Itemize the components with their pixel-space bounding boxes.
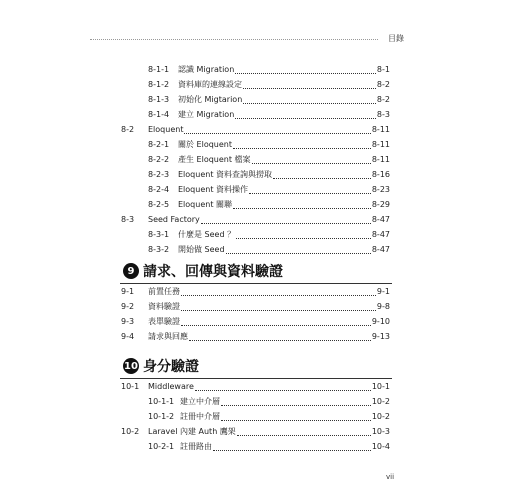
toc-entry[interactable] [148,108,390,122]
entry-number: 8-1-2 [148,80,170,89]
dot-leader [233,148,371,149]
toc-entry[interactable] [148,153,390,167]
chapter-10-heading[interactable] [123,356,199,376]
toc-entry[interactable] [121,285,390,299]
dot-leader [226,253,371,254]
entry-number: 9-2 [121,302,135,311]
entry-number: 8-2-2 [148,155,170,164]
dot-leader [221,420,371,421]
dot-leader [273,178,371,179]
entry-title: 初始化 Migtarion [178,95,243,104]
dot-leader [189,340,371,341]
entry-title: Laravel 內建 Auth 鷹架 [148,427,236,436]
entry-number: 9-4 [121,332,135,341]
entry-page: 8-2 [376,80,390,89]
dot-leader [249,193,371,194]
entry-number: 8-2-1 [148,140,170,149]
dot-leader [221,405,371,406]
entry-page: 9-10 [371,317,390,326]
toc-entry[interactable] [148,78,390,92]
entry-title: Eloquent 資料操作 [178,185,248,194]
toc-entry[interactable] [121,123,390,137]
entry-number: 8-1-4 [148,110,170,119]
chapter-number-badge: 10 [123,358,139,374]
toc-entry[interactable] [148,63,390,77]
toc-entry[interactable] [148,243,390,257]
entry-number: 8-1-1 [148,65,170,74]
entry-number: 8-3 [121,215,135,224]
entry-number: 8-2-4 [148,185,170,194]
entry-page: 10-2 [371,397,390,406]
entry-number: 8-2-5 [148,200,170,209]
dot-leader [237,435,371,436]
toc-entry[interactable] [148,395,390,409]
entry-number: 9-1 [121,287,135,296]
dot-leader [201,223,371,224]
entry-title: 建立 Migration [178,110,235,119]
entry-page: 9-8 [376,302,390,311]
entry-page: 8-29 [371,200,390,209]
entry-page: 10-3 [371,427,390,436]
entry-title: 表單驗證 [148,317,180,326]
entry-title: Eloquent [148,125,184,134]
entry-title: 認識 Migration [178,65,235,74]
toc-entry[interactable] [148,183,390,197]
entry-page: 8-47 [371,245,390,254]
entry-title: Eloquent 關聯 [178,200,232,209]
entry-number: 8-2-3 [148,170,170,179]
entry-title: 請求與回應 [148,332,188,341]
entry-page: 8-2 [376,95,390,104]
toc-entry[interactable] [148,440,390,454]
toc-entry[interactable] [148,168,390,182]
entry-number: 10-1 [121,382,140,391]
dot-leader [252,163,371,164]
entry-title: 關於 Eloquent [178,140,232,149]
entry-page: 8-16 [371,170,390,179]
entry-page: 10-4 [371,442,390,451]
entry-title: 前置任務 [148,287,180,296]
dot-leader [181,310,376,311]
toc-entry[interactable] [148,198,390,212]
entry-title: Middleware [148,382,194,391]
chapter-number-badge: 9 [123,263,139,279]
entry-title: 開始做 Seed [178,245,225,254]
entry-page: 8-3 [376,110,390,119]
chapter-rule [120,283,392,284]
entry-page: 8-47 [371,230,390,239]
toc-entry[interactable] [121,425,390,439]
entry-page: 8-47 [371,215,390,224]
entry-number: 10-1-2 [148,412,175,421]
entry-title: 產生 Eloquent 檔案 [178,155,251,164]
page-number: vii [386,473,395,481]
entry-title: 資料驗證 [148,302,180,311]
header-rule [90,39,378,40]
dot-leader [235,118,376,119]
entry-number: 8-2 [121,125,135,134]
entry-number: 8-3-1 [148,230,170,239]
toc-entry[interactable] [121,380,390,394]
dot-leader [184,133,370,134]
entry-number: 10-1-1 [148,397,175,406]
entry-number: 8-1-3 [148,95,170,104]
entry-page: 8-23 [371,185,390,194]
entry-page: 10-2 [371,412,390,421]
chapter-title: 請求、回傳與資料驗證 [143,264,283,280]
entry-page: 9-1 [376,287,390,296]
entry-title: Eloquent 資料查詢與撈取 [178,170,272,179]
dot-leader [243,103,376,104]
entry-title: 資料庫的連線設定 [178,80,242,89]
dot-leader [243,88,376,89]
toc-entry[interactable] [121,213,390,227]
entry-title: 註冊中介層 [180,412,220,421]
entry-number: 10-2 [121,427,140,436]
entry-title: 註冊路由 [180,442,212,451]
chapter-9-heading[interactable] [123,261,283,281]
dot-leader [235,73,376,74]
entry-number: 10-2-1 [148,442,175,451]
toc-entry[interactable] [148,228,390,242]
entry-number: 9-3 [121,317,135,326]
toc-entry[interactable] [121,300,390,314]
entry-title: 什麼是 Seed ？ [178,230,236,239]
dot-leader [181,295,376,296]
dot-leader [233,208,371,209]
dot-leader [236,238,371,239]
entry-page: 8-11 [371,140,390,149]
entry-number: 8-3-2 [148,245,170,254]
entry-title: Seed Factory [148,215,200,224]
dot-leader [213,450,371,451]
entry-page: 8-1 [376,65,390,74]
entry-title: 建立中介層 [180,397,220,406]
entry-page: 8-11 [371,155,390,164]
chapter-title: 身分驗證 [143,359,199,375]
toc-entry[interactable] [148,93,390,107]
chapter-rule [120,378,392,379]
entry-page: 10-1 [371,382,390,391]
toc-entry[interactable] [121,315,390,329]
toc-entry[interactable] [148,410,390,424]
toc-entry[interactable] [148,138,390,152]
entry-page: 8-11 [371,125,390,134]
dot-leader [181,325,371,326]
toc-entry[interactable] [121,330,390,344]
header-label: 目錄 [388,34,404,43]
entry-page: 9-13 [371,332,390,341]
dot-leader [195,390,371,391]
